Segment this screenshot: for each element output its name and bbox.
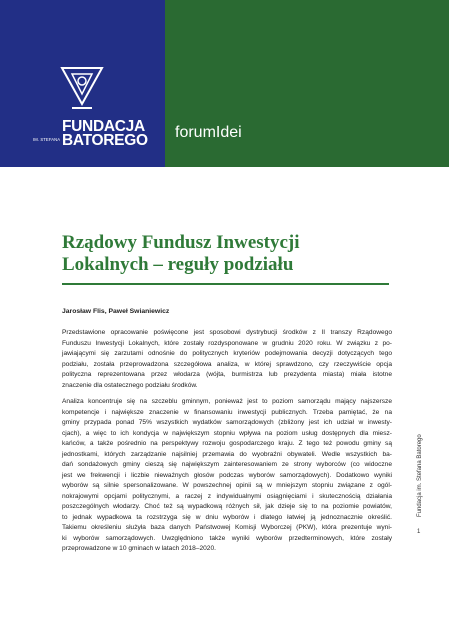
text-line: jawiającymi się zarzutami odnośnie do politycznych kryteriów podejmowania decyzji dotyczących tego xyxy=(62,350,392,357)
text-line: dań sondażowych gminy cieszą się największym zainteresowaniem ze strony wyborców (co widoczne xyxy=(62,461,392,468)
brand-name: forumIdei xyxy=(175,124,242,141)
text-line: znaczenie dla ostatecznego podziału środków. xyxy=(62,381,198,389)
foundation-logo-icon xyxy=(58,64,106,112)
text-line: to jednak wypadkowa ta rozstrzyga się w dniu wyborów i dlatego łatwiej ją jednoznacznie określić. xyxy=(62,513,392,521)
text-line: wyborów są silnie spersonalizowane. W powszechnej opinii są w mniejszym stopniu związane z ogól- xyxy=(62,482,392,489)
text-line: kompetencje i największe znaczenie w finansowaniu inwestycji publicznych. Trzeba pamiętać, że na xyxy=(62,408,392,416)
text-line: poszczególnych włodarzy. Choć też są wypadkową różnych sił, jak dzieje się to na poziomie powiatów, xyxy=(62,503,392,510)
text-line: jednostkami, których zarządzanie najsilniej przemawia do wyobraźni obywateli. Wedle wszystkich ba- xyxy=(62,450,392,458)
paragraph-1 xyxy=(62,328,392,391)
text-line: cjach), a więc to ich kondycja w największym stopniu wpływa na poziom usług dostępnych dla miesz- xyxy=(62,429,392,437)
text-line: jest we frekwencji i liczbie nieważnych głosów podczas wyborów samorządowych). Dodatkowo wyniki xyxy=(62,471,392,479)
paragraph-2 xyxy=(62,397,392,555)
text-line: Przedstawione opracowanie poświęcone jest sposobowi dystrybucji środków z II transzy Rządowego xyxy=(62,329,392,336)
logo-text-prefix: IM. STEFANA xyxy=(33,137,61,142)
text-line: Analiza koncentruje się na szczeblu gminnym, ponieważ jest to poziom samorządu mający najszersze xyxy=(62,398,392,405)
text-line: polityczna reprezentowana przez włodarza (wójta, burmistrza lub prezydenta miasta) miała istotne xyxy=(62,371,392,378)
authors: Jarosław Flis, Paweł Swianiewicz xyxy=(62,308,170,315)
text-line: nokrajowymi opcjami politycznymi, a raczej z indywidualnymi osiągnięciami i skutecznością działania xyxy=(62,492,392,500)
text-line: Funduszu Inwestycji Lokalnych, które zostały rozdysponowane w grudniu 2020 roku. W związku z po- xyxy=(62,339,392,347)
text-line: Takiemu określeniu służyła baza danych Państwowej Komisji Wyborczej (PKW), która prezentuje wyni- xyxy=(62,524,392,531)
header-banner xyxy=(0,0,449,167)
text-line: przeprowadzone w 10 gminach w latach 2018–2020. xyxy=(62,545,216,552)
title-line: Rządowy Fundusz Inwestycji xyxy=(62,232,300,253)
title-divider xyxy=(62,283,389,285)
title-line: Lokalnych – reguły podziału xyxy=(62,254,294,275)
text-line: gminy przypada ponad 75% wszystkich wydatków samorządowych (zbliżony jest ich udział w inwesty- xyxy=(62,419,392,426)
side-foundation-label xyxy=(417,397,425,517)
logo-panel xyxy=(0,0,165,167)
logo-text-fundacja: FUNDACJA xyxy=(62,118,145,135)
text-line: podziału, została przeprowadzona szczegółowa analiza, w której sprawdzono, czy rzeczywiście opcja xyxy=(62,360,392,368)
document-title xyxy=(62,232,392,276)
text-line: ki wyborów samorządowych. Uwzględniono także wyniki wyborów przedterminowych, które zostały xyxy=(62,534,392,542)
text-line: kańców, a także pośrednio na perspektywy rozwoju gospodarczego kraju. Z tego też powodu gminy są xyxy=(62,440,392,447)
page-number: 1 xyxy=(417,529,421,535)
side-text: Fundacja im. Stefana Batorego xyxy=(417,434,423,517)
logo-text-batorego: BATOREGO xyxy=(62,132,148,149)
